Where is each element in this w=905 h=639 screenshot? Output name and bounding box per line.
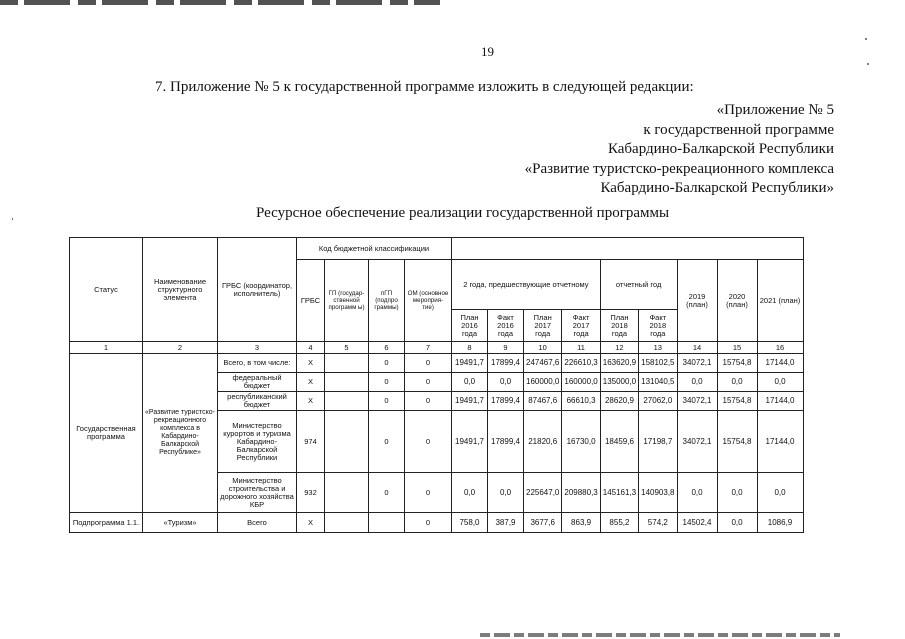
value-cell: 209880,3 bbox=[562, 473, 600, 513]
appendix-line: к государственной программе bbox=[643, 121, 834, 138]
scan-speck bbox=[865, 38, 867, 40]
table-title: Ресурсное обеспечение реализации государственной программы bbox=[255, 205, 670, 221]
grbs-name-cell: Министерство строительства и дорожного хозяйства КБР bbox=[218, 473, 297, 513]
value-cell: 17899,4 bbox=[488, 411, 524, 473]
value-cell: 66610,3 bbox=[562, 392, 600, 411]
column-number: 14 bbox=[677, 342, 717, 354]
gp-code-cell bbox=[325, 473, 369, 513]
pgp-code-cell: 0 bbox=[369, 473, 405, 513]
value-cell: 15754,8 bbox=[717, 411, 757, 473]
header-gp: ГП (государ-ственной программ ы) bbox=[325, 260, 369, 342]
scan-artifact-top bbox=[0, 0, 440, 5]
grbs-name-cell: республиканский бюджет bbox=[218, 392, 297, 411]
om-code-cell: 0 bbox=[405, 513, 452, 533]
header-2019: 2019 (план) bbox=[677, 260, 717, 342]
appendix-header bbox=[525, 101, 834, 199]
grbs-code-cell: 974 bbox=[297, 411, 325, 473]
resource-table bbox=[69, 237, 804, 533]
table-row bbox=[70, 513, 804, 533]
value-cell: 17899,4 bbox=[488, 392, 524, 411]
scan-speck bbox=[867, 63, 869, 65]
gp-code-cell bbox=[325, 513, 369, 533]
header-two-years: 2 года, предшествующие отчетному bbox=[452, 260, 601, 310]
grbs-name-cell: федеральный бюджет bbox=[218, 373, 297, 392]
value-cell: 574,2 bbox=[639, 513, 677, 533]
value-cell: 1086,9 bbox=[757, 513, 803, 533]
value-cell: 225647,0 bbox=[524, 473, 562, 513]
value-cell: 0,0 bbox=[488, 473, 524, 513]
value-cell: 19491,7 bbox=[452, 411, 488, 473]
column-number: 16 bbox=[757, 342, 803, 354]
value-cell: 0,0 bbox=[717, 473, 757, 513]
value-cell: 15754,8 bbox=[717, 354, 757, 373]
value-cell: 158102,5 bbox=[639, 354, 677, 373]
om-code-cell: 0 bbox=[405, 373, 452, 392]
header-blank bbox=[452, 238, 804, 260]
grbs-code-cell: Х bbox=[297, 354, 325, 373]
element-cell: «Туризм» bbox=[143, 513, 218, 533]
appendix-line: «Приложение № 5 bbox=[716, 102, 834, 118]
column-number: 4 bbox=[297, 342, 325, 354]
value-cell: 21820,6 bbox=[524, 411, 562, 473]
grbs-name-cell: Всего, в том числе: bbox=[218, 354, 297, 373]
header-report-year: отчетный год bbox=[600, 260, 677, 310]
gp-code-cell bbox=[325, 354, 369, 373]
om-code-cell: 0 bbox=[405, 411, 452, 473]
header-2020: 2020 (план) bbox=[717, 260, 757, 342]
om-code-cell: 0 bbox=[405, 473, 452, 513]
header-status: Статус bbox=[70, 238, 143, 342]
grbs-name-cell: Всего bbox=[218, 513, 297, 533]
status-cell: Государственная программа bbox=[70, 354, 143, 513]
column-number: 2 bbox=[143, 342, 218, 354]
value-cell: 87467,6 bbox=[524, 392, 562, 411]
value-cell: 28620,9 bbox=[600, 392, 638, 411]
value-cell: 18459,6 bbox=[600, 411, 638, 473]
value-cell: 17144,0 bbox=[757, 411, 803, 473]
header-plan-2016: План 2016 года bbox=[452, 310, 488, 342]
column-number: 15 bbox=[717, 342, 757, 354]
column-number-row bbox=[70, 342, 804, 354]
value-cell: 0,0 bbox=[757, 473, 803, 513]
column-number: 3 bbox=[218, 342, 297, 354]
pgp-code-cell: 0 bbox=[369, 411, 405, 473]
header-om: ОМ (основное мероприя-тие) bbox=[405, 260, 452, 342]
pgp-code-cell: 0 bbox=[369, 354, 405, 373]
value-cell: 34072,1 bbox=[677, 411, 717, 473]
value-cell: 17144,0 bbox=[757, 392, 803, 411]
value-cell: 14502,4 bbox=[677, 513, 717, 533]
value-cell: 17899,4 bbox=[488, 354, 524, 373]
column-number: 9 bbox=[488, 342, 524, 354]
header-row bbox=[70, 238, 804, 260]
value-cell: 247467,6 bbox=[524, 354, 562, 373]
value-cell: 0,0 bbox=[488, 373, 524, 392]
pgp-code-cell bbox=[369, 513, 405, 533]
appendix-line: Кабардино-Балкарской Республики» bbox=[600, 180, 834, 196]
value-cell: 863,9 bbox=[562, 513, 600, 533]
value-cell: 758,0 bbox=[452, 513, 488, 533]
column-number: 10 bbox=[524, 342, 562, 354]
value-cell: 0,0 bbox=[452, 373, 488, 392]
value-cell: 0,0 bbox=[717, 373, 757, 392]
grbs-name-cell: Министерство курортов и туризма Кабардино-Балкарской Республики bbox=[218, 411, 297, 473]
scan-artifact-bottom bbox=[480, 633, 840, 637]
gp-code-cell bbox=[325, 373, 369, 392]
column-number: 8 bbox=[452, 342, 488, 354]
value-cell: 16730,0 bbox=[562, 411, 600, 473]
om-code-cell: 0 bbox=[405, 392, 452, 411]
value-cell: 0,0 bbox=[717, 513, 757, 533]
header-fact-2016: Факт 2016 года bbox=[488, 310, 524, 342]
page-number: 19 bbox=[481, 44, 494, 59]
value-cell: 163620,9 bbox=[600, 354, 638, 373]
header-grbs-coordinator: ГРБС (координатор, исполнитель) bbox=[218, 238, 297, 342]
value-cell: 17198,7 bbox=[639, 411, 677, 473]
pgp-code-cell: 0 bbox=[369, 392, 405, 411]
header-fact-2018: Факт 2018 года bbox=[639, 310, 677, 342]
value-cell: 160000,0 bbox=[524, 373, 562, 392]
header-plan-2018: План 2018 года bbox=[600, 310, 638, 342]
grbs-code-cell: 932 bbox=[297, 473, 325, 513]
grbs-code-cell: Х bbox=[297, 373, 325, 392]
gp-code-cell bbox=[325, 411, 369, 473]
value-cell: 19491,7 bbox=[452, 392, 488, 411]
grbs-code-cell: Х bbox=[297, 513, 325, 533]
header-pgp: пГП (подпро граммы) bbox=[369, 260, 405, 342]
value-cell: 0,0 bbox=[452, 473, 488, 513]
header-plan-2017: План 2017 года bbox=[524, 310, 562, 342]
table-row bbox=[70, 354, 804, 373]
column-number: 7 bbox=[405, 342, 452, 354]
column-number: 12 bbox=[600, 342, 638, 354]
status-cell: Подпрограмма 1.1. bbox=[70, 513, 143, 533]
section-heading: 7. Приложение № 5 к государственной программе изложить в следующей редакции: bbox=[155, 79, 694, 95]
header-grbs: ГРБС bbox=[297, 260, 325, 342]
column-number: 13 bbox=[639, 342, 677, 354]
value-cell: 0,0 bbox=[677, 473, 717, 513]
value-cell: 17144,0 bbox=[757, 354, 803, 373]
header-element: Наименование структурного элемента bbox=[143, 238, 218, 342]
om-code-cell: 0 bbox=[405, 354, 452, 373]
column-number: 6 bbox=[369, 342, 405, 354]
value-cell: 131040,5 bbox=[639, 373, 677, 392]
appendix-line: Кабардино-Балкарской Республики bbox=[607, 141, 834, 157]
gp-code-cell bbox=[325, 392, 369, 411]
value-cell: 226610,3 bbox=[562, 354, 600, 373]
column-number: 5 bbox=[325, 342, 369, 354]
value-cell: 387,9 bbox=[488, 513, 524, 533]
value-cell: 3677,6 bbox=[524, 513, 562, 533]
value-cell: 34072,1 bbox=[677, 354, 717, 373]
value-cell: 15754,8 bbox=[717, 392, 757, 411]
value-cell: 145161,3 bbox=[600, 473, 638, 513]
pgp-code-cell: 0 bbox=[369, 373, 405, 392]
value-cell: 855,2 bbox=[600, 513, 638, 533]
value-cell: 34072,1 bbox=[677, 392, 717, 411]
header-fact-2017: Факт 2017 года bbox=[562, 310, 600, 342]
value-cell: 0,0 bbox=[677, 373, 717, 392]
value-cell: 19491,7 bbox=[452, 354, 488, 373]
element-cell: «Развитие туристско-рекреационного комплекса в Кабардино-Балкарской Республике» bbox=[143, 354, 218, 513]
value-cell: 0,0 bbox=[757, 373, 803, 392]
appendix-line: «Развитие туристско-рекреационного комплекса bbox=[524, 160, 834, 177]
column-number: 1 bbox=[70, 342, 143, 354]
header-budget-code: Код бюджетной классификации bbox=[297, 238, 452, 260]
value-cell: 140903,8 bbox=[639, 473, 677, 513]
value-cell: 135000,0 bbox=[600, 373, 638, 392]
value-cell: 27062,0 bbox=[639, 392, 677, 411]
value-cell: 160000,0 bbox=[562, 373, 600, 392]
header-2021: 2021 (план) bbox=[757, 260, 803, 342]
grbs-code-cell: Х bbox=[297, 392, 325, 411]
column-number: 11 bbox=[562, 342, 600, 354]
